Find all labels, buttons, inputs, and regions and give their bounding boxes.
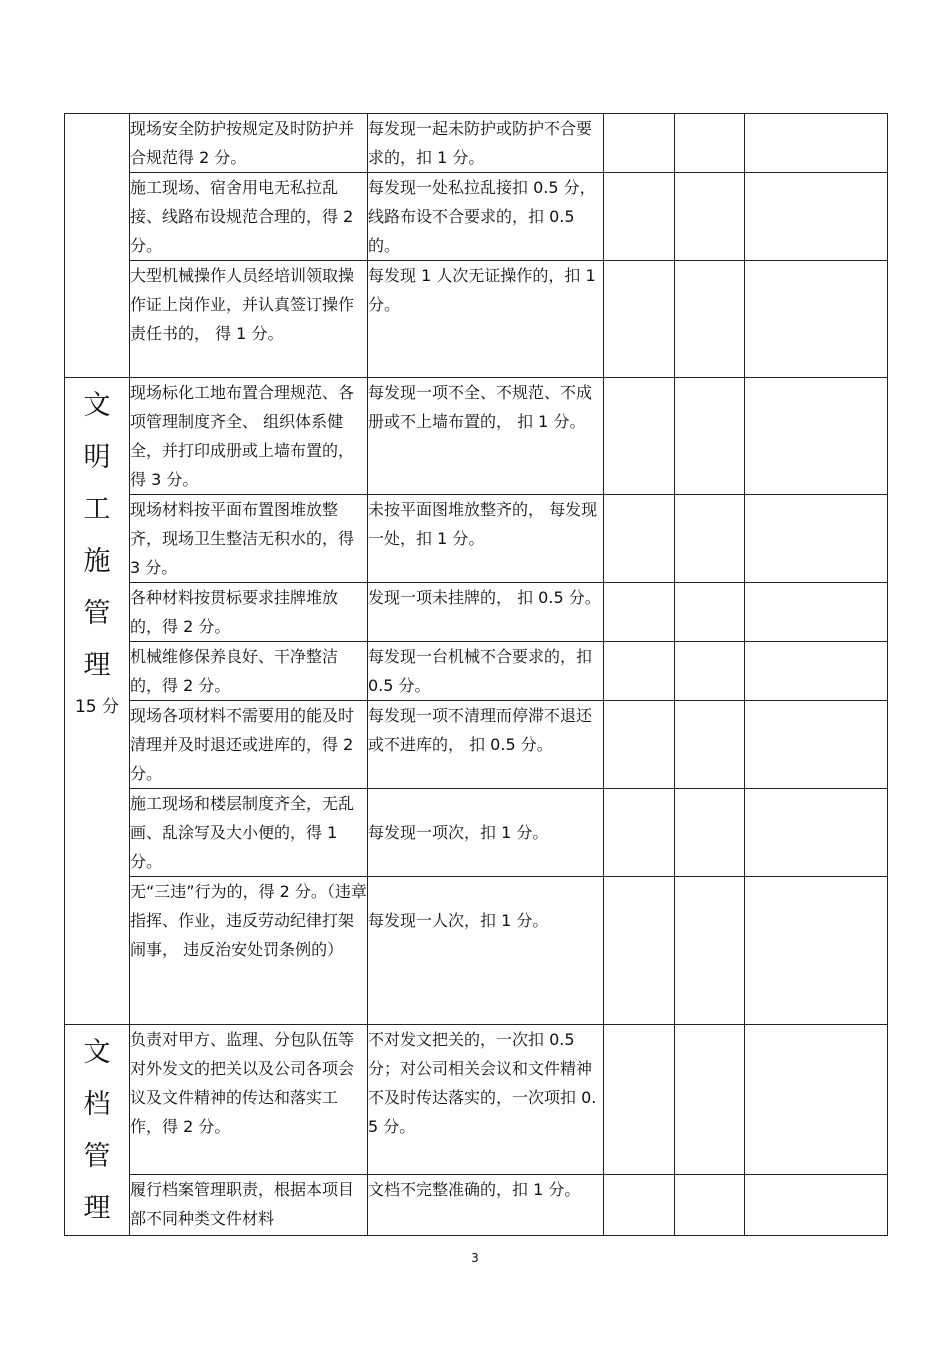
standard-cell: 现场材料按平面布置图堆放整齐，现场卫生整洁无积水的，得 3 分。 <box>130 495 368 583</box>
category-score: 15 分 <box>74 697 120 717</box>
remark-cell <box>745 1174 888 1235</box>
standard-cell: 负责对甲方、监理、分包队伍等对外发文的把关以及公司各项会议及文件精神的传达和落实工作，得 2 分。 <box>130 1025 368 1175</box>
category-char: 理 <box>83 1193 111 1224</box>
table-row <box>65 495 888 583</box>
score-cell <box>675 583 745 642</box>
score-cell <box>604 789 675 877</box>
score-cell <box>604 701 675 789</box>
score-cell <box>604 114 675 173</box>
score-cell <box>604 173 675 261</box>
remark-cell <box>745 789 888 877</box>
table-row <box>65 701 888 789</box>
remark-cell <box>745 642 888 701</box>
table-row <box>65 173 888 261</box>
standard-cell: 施工现场和楼层制度齐全，无乱画、乱涂写及大小便的，得 1 分。 <box>130 789 368 877</box>
table-row <box>65 877 888 1025</box>
score-cell <box>675 642 745 701</box>
table-row <box>65 261 888 378</box>
score-cell <box>604 495 675 583</box>
remark-cell <box>745 495 888 583</box>
deduction-cell: 未按平面图堆放整齐的， 每发现一处，扣 1 分。 <box>368 495 604 583</box>
score-cell <box>675 114 745 173</box>
score-cell <box>604 261 675 378</box>
deduction-cell: 每发现一人次，扣 1 分。 <box>368 877 604 1025</box>
category-cell-document-management <box>65 1025 130 1236</box>
score-cell <box>675 877 745 1025</box>
category-char: 理 <box>83 650 111 681</box>
remark-cell <box>745 114 888 173</box>
score-cell <box>675 1174 745 1235</box>
category-char: 档 <box>83 1089 111 1120</box>
deduction-cell: 每发现一项次，扣 1 分。 <box>368 789 604 877</box>
standard-cell: 施工现场、宿舍用电无私拉乱接、线路布设规范合理的，得 2 分。 <box>130 173 368 261</box>
remark-cell <box>745 1025 888 1175</box>
category-char: 文 <box>83 390 111 421</box>
score-cell <box>675 701 745 789</box>
deduction-cell: 每发现一项不全、不规范、不成册或不上墙布置的， 扣 1 分。 <box>368 378 604 495</box>
score-cell <box>675 789 745 877</box>
table-row <box>65 1025 888 1175</box>
score-cell <box>675 495 745 583</box>
deduction-cell: 文档不完整准确的，扣 1 分。 <box>368 1174 604 1235</box>
table-row <box>65 583 888 642</box>
standard-cell: 各种材料按贯标要求挂牌堆放的，得 2 分。 <box>130 583 368 642</box>
score-cell <box>604 583 675 642</box>
table-row <box>65 114 888 173</box>
score-cell <box>604 378 675 495</box>
scoring-table <box>64 113 888 1236</box>
remark-cell <box>745 877 888 1025</box>
deduction-cell: 每发现一起未防护或防护不合要求的，扣 1 分。 <box>368 114 604 173</box>
standard-cell: 无“三违”行为的，得 2 分。（违章指挥、作业，违反劳动纪律打架闹事， 违反治安处罚条例的） <box>130 877 368 1025</box>
remark-cell <box>745 173 888 261</box>
remark-cell <box>745 701 888 789</box>
deduction-cell: 发现一项未挂牌的， 扣 0.5 分。 <box>368 583 604 642</box>
deduction-cell: 每发现一项不清理而停滞不退还或不进库的， 扣 0.5 分。 <box>368 701 604 789</box>
deduction-cell: 每发现 1 人次无证操作的，扣 1 分。 <box>368 261 604 378</box>
standard-cell: 履行档案管理职责，根据本项目部不同种类文件材料 <box>130 1174 368 1235</box>
category-char: 管 <box>83 598 111 629</box>
category-char: 文 <box>83 1037 111 1068</box>
deduction-cell: 每发现一台机械不合要求的，扣 0.5 分。 <box>368 642 604 701</box>
standard-cell: 现场安全防护按规定及时防护并合规范得 2 分。 <box>130 114 368 173</box>
category-cell-civilized-construction <box>65 378 130 1025</box>
table-row <box>65 789 888 877</box>
table-row <box>65 378 888 495</box>
remark-cell <box>745 378 888 495</box>
deduction-cell: 每发现一处私拉乱接扣 0.5 分，线路布设不合要求的，扣 0.5 的。 <box>368 173 604 261</box>
category-char: 管 <box>83 1141 111 1172</box>
remark-cell <box>745 583 888 642</box>
score-cell <box>675 1025 745 1175</box>
remark-cell <box>745 261 888 378</box>
score-cell <box>675 261 745 378</box>
page-number: 3 <box>471 1251 479 1265</box>
category-char: 工 <box>83 494 111 525</box>
standard-cell: 现场标化工地布置合理规范、各项管理制度齐全、 组织体系健全，并打印成册或上墙布置的，得 3 分。 <box>130 378 368 495</box>
score-cell <box>604 642 675 701</box>
score-cell <box>604 1025 675 1175</box>
table-row <box>65 1174 888 1235</box>
table-row <box>65 642 888 701</box>
score-cell <box>604 877 675 1025</box>
standard-cell: 机械维修保养良好、干净整洁的，得 2 分。 <box>130 642 368 701</box>
category-char: 施 <box>83 546 111 577</box>
score-cell <box>675 173 745 261</box>
standard-cell: 大型机械操作人员经培训领取操作证上岗作业，并认真签订操作责任书的， 得 1 分。 <box>130 261 368 378</box>
category-char: 明 <box>83 442 111 473</box>
score-cell <box>604 1174 675 1235</box>
standard-cell: 现场各项材料不需要用的能及时清理并及时退还或进库的，得 2 分。 <box>130 701 368 789</box>
category-cell <box>65 114 130 378</box>
score-cell <box>675 378 745 495</box>
deduction-cell: 不对发文把关的，一次扣 0.5 分；对公司相关会议和文件精神不及时传达落实的，一次项扣 0.5 分。 <box>368 1025 604 1175</box>
